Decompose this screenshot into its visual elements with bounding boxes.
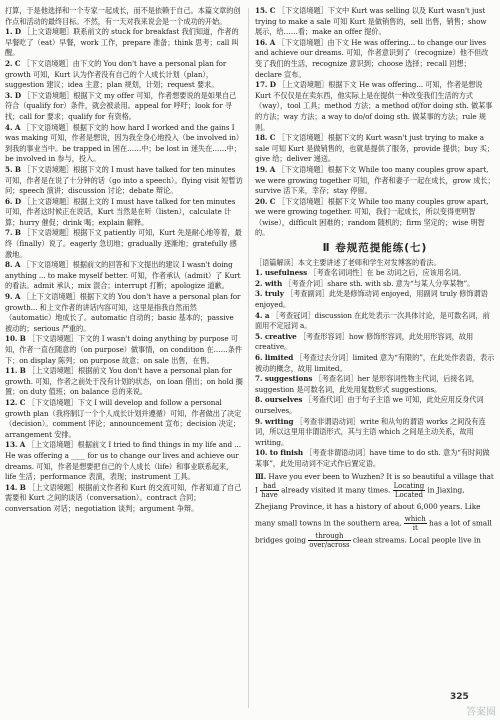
para-line-2: Zhejiang Province, it has a history of about 6,000 years. Like [255, 502, 481, 512]
left-answer-item [5, 334, 243, 366]
answer-number: 14. B [5, 482, 26, 492]
answer-number: 1. D [5, 27, 22, 37]
answer-explanation: ［考查代词］由于句子主语 we 可知，此处应用反身代词 ourselves。 [255, 395, 484, 415]
answer-number: 5. creative [255, 331, 297, 341]
answer-number: 1. usefulness [255, 268, 308, 278]
fix-item [255, 332, 495, 353]
answer-number: 4. a [255, 310, 270, 320]
fix-item [255, 448, 495, 469]
correction-3 [404, 515, 427, 532]
answer-explanation: 打算，于是他选择和一个专家一起成长，而不是依赖于自己。本篇文章的创作点和活动的最终目标。不然，有一天对我来说会是一个成功的开始。 [5, 6, 241, 26]
answer-number: 3. truly [255, 289, 284, 299]
fix-item [255, 289, 495, 310]
answer-explanation: ［下文语境题］下文 I will develop and follow a personal growth plan（我将制订一个个人成长计划并遵循）可知，作者做出了决定（decision）。comment 评论；announcement 宣布；decision 决定；arrangement 安排。 [5, 397, 242, 439]
answer-explanation: ［考查非谓语动词］have time to do sth. 意为“有时间做某事”，此处用动词不定式作后置定语。 [255, 448, 490, 468]
answer-number: 16. A [255, 37, 276, 47]
left-answer-item [5, 228, 243, 260]
answer-explanation: ［下文语境题］根据前文的回答和下文提出的建议 I wasn't doing anything ... to make myself better. 可知，作者承认（admit）了 Kurt 的看法。admit 承认；mix 混合；interrupt 打断；apologize 道歉。 [5, 260, 241, 291]
answer-number: 9. A [5, 292, 21, 302]
left-answer-item [5, 165, 243, 197]
answer-explanation: ［上文语境题］根据下文 He was offering... 可知，作者是想说 Kurt 不仅仅是在卖东西，他实际上是在提供一种改变我们生活的方式（way），tool 工具；method 方法；a method of/for doing sth. 做某事的方法；way 方法；a way to do/of doing sth. 做某事的方法；rule 规则。 [255, 80, 493, 132]
column-divider [248, 8, 249, 708]
correction-right: over/across [309, 541, 350, 550]
answer-number: 2. with [255, 278, 283, 288]
section-3 [255, 472, 495, 483]
correction-wrong: which [404, 515, 426, 524]
correction-1 [260, 482, 279, 499]
answer-number: 13. A [5, 440, 26, 450]
answer-explanation: ［下文语境题］根据下文 my offer 可知，作者想要说的是如果自己符合（qualify for）条件，就会被录用。appeal for 呼吁；look for 寻找；call for 要求；qualify for 有资格。 [5, 90, 237, 121]
right-answer-item [255, 80, 495, 133]
left-answer-item [5, 27, 243, 59]
answer-explanation: ［下文语境题］根据下文 While too many couples grow apart, we were growing together. 可知，我们一起成长，所以变得更明智（wise），difficult 困难的；random 随机的；firm 坚定的；wise 明智的。 [255, 196, 489, 238]
watermark-logo: 答案圈 [466, 707, 496, 718]
answer-number: 20. C [255, 196, 276, 206]
answer-number: 7. B [5, 228, 21, 238]
section-3-question: Have you ever been to Wuzhen? It is so beautiful a village that [268, 471, 494, 481]
answer-number: 4. A [5, 122, 21, 132]
answer-number: 8. A [5, 260, 21, 270]
left-answer-item [5, 440, 243, 482]
left-answer-item [5, 292, 243, 334]
answer-number: 2. C [5, 58, 21, 68]
fix-item [255, 417, 495, 449]
answer-explanation: ［考查名词词性］在 be 动词之后，应该用名词。 [309, 268, 466, 278]
answer-number: 17. D [255, 80, 276, 90]
answer-explanation: ［下文语境题］根据下文 While too many couples grow apart, we were growing together 可知，作者和妻子一起在成长，grow 成长；survive 活下来，幸存；stay 停留。 [255, 164, 495, 196]
correction-wrong: had [260, 482, 279, 491]
para-line-4: bridges going through over/across clean streams. Local people live in [255, 532, 481, 550]
section-title: Ⅱ 卷规范提能练(七) [322, 242, 428, 255]
answer-explanation: ［上文语境题］根据前文 You don't have a personal plan for growth. 可知，作者之前处于没有计划的状态，on loan 借出；on hold 搁置；on duty 值班；on balance 总的来说。 [5, 366, 243, 397]
answer-explanation: ［下文语境题］根据下文 patiently 可知，Kurt 先是耐心地等着，最终（finally）说了。eagerly 急切地；gradually 逐渐地；gratefully 感激地。 [5, 228, 242, 259]
fix-list [255, 268, 495, 469]
correction-right: have [261, 491, 278, 500]
answer-number: 15. C [255, 6, 276, 15]
answer-explanation: ［下文语境题］根据下文的 I must have talked for ten minutes 可知，作者是在说了十分钟的话（go into a speech）。flying visit 短暂访问；speech 演讲；discussion 讨论；debate 辩论。 [5, 164, 243, 196]
fix-item [255, 268, 495, 279]
answer-explanation: ［上文语境题］根据前文作者和 Kurt 的交流可知，作者知道了自己需要和 Kurt 之间的谈话（conversation）。contract 合同；conversation 对话；negotiation 谈判；argument 争辩。 [5, 482, 242, 513]
answer-explanation: ［上文语境题］联系前文的 stuck for breakfast 我们知道，作者的早餐吃了（eat）早餐，work 工作，prepare 准备；think 思考；call 叫醒。 [5, 27, 239, 58]
answer-number: 19. A [255, 164, 276, 174]
answer-explanation: ［考查副词］此处是修饰动词 enjoyed，用副词 truly 修饰谓语 enjoyed。 [255, 289, 488, 310]
page-number: 325 [450, 692, 469, 702]
answer-explanation: ［上下文语境题］根据下文的 You don't have a personal plan for growth... 和上文作者的讲话内容可知，这里是指我自然而然（automatic）地成长了。automatic 自动的；basic 基本的；passive 被动的；serious 严重的。 [5, 292, 241, 333]
section-3-label: Ⅲ. [255, 471, 267, 481]
para-line-1: I had have already visited it many times. Locating Located in Jiaxing, [255, 482, 465, 500]
answer-number: 10. to finish [255, 448, 304, 458]
answer-explanation: ［考查冠词］discussion 在此处表示一次具体讨论，是可数名词，前面用不定冠词 a。 [255, 310, 490, 331]
answer-number: 9. writing [255, 416, 294, 426]
correction-paragraph [255, 482, 495, 549]
fix-item [255, 374, 495, 395]
answer-explanation: ［考查介词］share sth. with sb. 意为“与某人分享某物”。 [284, 278, 475, 288]
right-answer-item [255, 38, 495, 80]
correction-wrong: Locating [393, 482, 425, 491]
right-answer-item [255, 133, 495, 165]
answer-explanation: ［下文语境题］根据下文的 Kurt wasn't just trying to make a sale 可知 Kurt 是做销售的，也就是提供了服务，provide 提供；buy 买；give 给；deliver 递送。 [255, 133, 494, 164]
left-answer-item [5, 260, 243, 292]
right-column [255, 6, 495, 549]
left-answer-item [5, 91, 243, 123]
fix-item [255, 395, 495, 416]
left-answer-item [5, 366, 243, 398]
answer-list-right [255, 6, 495, 239]
para-line-3: many small towns in the southern area, which it has a lot of small [255, 515, 492, 533]
fix-item [255, 279, 495, 290]
answer-explanation: ［考查形容词］how 修饰形容词，此处用形容词，故用 creative。 [255, 331, 474, 352]
right-answer-item [255, 165, 495, 197]
answer-number: 11. B [5, 366, 26, 376]
left-answer-item [5, 123, 243, 165]
fix-item [255, 311, 495, 332]
answer-explanation: ［下文语境题］下文的 I wasn't doing anything by purpose 可知，作者一直在随意的（on purpose）做事情，on condition 在……条件下；on display 陈列；on purpose 故意；on sale 出售，在售。 [5, 334, 243, 365]
fix-item [255, 353, 495, 374]
correction-right: Located [394, 491, 423, 500]
right-answer-item [255, 197, 495, 239]
answer-explanation: ［考查名词］her 是形容词性物主代词，后接名词，suggestion 是可数名词，此处用复数形式 suggestions。 [255, 374, 479, 394]
answer-explanation: ［下文语境题］由下文 He was offering... to change our lives and achieve our dreams. 可知，作者意识到了（recognize）他不但改变了我们的生活，recognize 意识到；choose 选择；recall 回想；declare 宣布。 [255, 37, 489, 79]
left-answer-item [5, 483, 243, 515]
answer-explanation: ［考查过去分词］limited 意为“有限的”，在此处作表语，表示被动的概念，故用 limited。 [255, 353, 495, 373]
answer-number: 3. D [5, 90, 22, 100]
left-column [5, 6, 243, 515]
left-answer-item [5, 6, 243, 27]
answer-explanation: ［考查非谓语动词］write 和从句的谓语 works 之间没有连词，所以这里用非谓语形式，其与主语 which 之间是主动关系，故用 writing。 [255, 416, 486, 447]
answer-explanation: ［下文语境题］根据下文的 how hard I worked and the gains I was making 可知，作者是想说，因为我全身心地投入（be involved in）到我的事业当中。be trapped in 困在……中；be lost in 迷失在……中；be involved in 参与，投入。 [5, 122, 241, 164]
answer-number: 10. B [5, 334, 26, 344]
answer-explanation: ［下文语境题］由下文的 You don't have a personal plan for growth 可知，Kurt 认为作者没有自己的个人成长计划（plan），suggestion 建议；idea 主意；plan 规划，计划；request 要求。 [5, 58, 227, 90]
correction-wrong: through [308, 532, 350, 541]
correction-2 [393, 482, 426, 499]
right-answer-item [255, 6, 495, 38]
fix-intro: ［语篇解读］本文主要讲述了老师和学生对发博客的看法。 [255, 257, 441, 267]
left-answer-item [5, 398, 243, 440]
answer-number: 18. C [255, 133, 276, 143]
left-answer-item [5, 197, 243, 229]
left-answer-item [5, 59, 243, 91]
answer-number: 8. ourselves [255, 395, 303, 405]
answer-number: 6. limited [255, 353, 294, 362]
answer-explanation: ［下文语境题］下文中 Kurt was selling 以及 Kurt wasn't just trying to make a sale 可知 Kurt 是做销售的，sell 出售，销售；show 展示，给……看；make an offer 提价。 [255, 6, 487, 37]
answer-number: 6. D [5, 196, 22, 206]
answer-number: 12. C [5, 397, 26, 407]
correction-4 [308, 532, 350, 549]
answer-explanation: ［上文语境题］根据前文 I tried to find things in my life and ... He was offering a ____ for us to change our lives and achieve our dreams. 可知，作者是想要把自己的个人成长（life）和事业联系起来，life 生活；performance 表演，表现；instrument 工具。 [5, 440, 241, 482]
correction-right: it [412, 524, 418, 533]
answer-number: 7. suggestions [255, 374, 313, 384]
answer-explanation: ［上文语境题］根据上文的 I must have talked for ten minutes 可知，作者这时候正在说话，Kurt 当然是在听（listen），calculate 计算；hurry 催促；drink 喝；explain 解释。 [5, 196, 236, 227]
answer-number: 5. B [5, 164, 21, 174]
